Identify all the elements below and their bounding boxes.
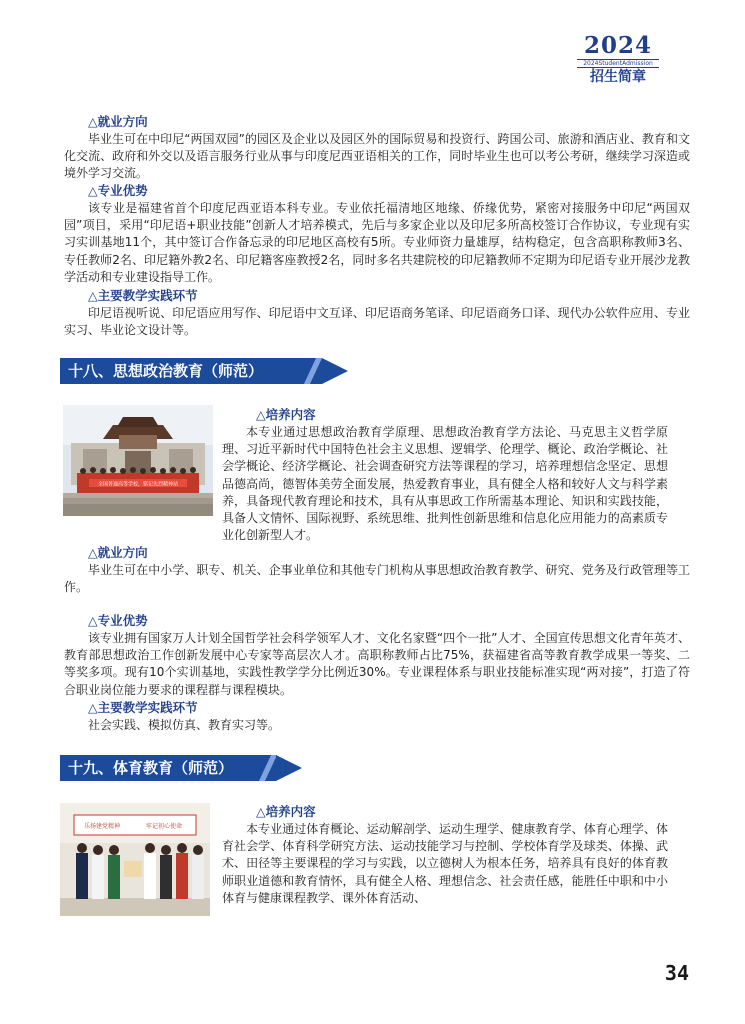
section18-training-text: 本专业通过思想政治教育学原理、思想政治教育学方法论、马克思主义哲学原理、习近平新时代中国特色社会主义思想、逻辑学、伦理学、概论、政治学概论、社会学概论、经济学概论、社会调查研究方法等课程的学习，培养理想信念坚定、思想品德高尚，德智体美劳全面发展，热爱教育事业，具有健全人格和较好人文与科学素养，具备现代教育理论和技术，具有从事思政工作所需基本理论、知识和实践技能，具备人文情怀、国际视野、系统思维、批判性创新思维和信息化应用能力的高素质专业化创新型人才。 [222,425,668,543]
section18-practice-heading: △主要教学实践环节 [88,700,198,715]
section18-advantage-text: 该专业拥有国家万人计划全国哲学社会科学领军人才、文化名家暨“四个一批”人才、全国宣传思想文化青年英才、教育部思想政治工作创新发展中心专家等高层次人才。高职称教师占比75%，获福建省高等教育教学成果一等奖、二等奖多项。现有10个实训基地，实践性教学学分比例近30%。专业课程体系与职业技能标准实现“两对接”，打造了符合职业岗位能力要求的课程群与课程模块。 [64,631,690,697]
section19-training-text: 本专业通过体育概论、运动解剖学、运动生理学、健康教育学、体育心理学、体育社会学、体育科学研究方法、运动技能学习与控制、学校体育学及球类、体操、武术、田径等主要课程的学习与实践，以立德树人为根本任务，培养具有良好的体育教师职业道德和教育情怀，具有健全人格、理想信念、社会责任感，能胜任中职和中小体育与健康课程教学、课外体育活动、 [222,822,668,905]
header-title: 招生简章 [590,69,646,85]
section-banner-19 [60,755,348,781]
page-number: 34 [664,961,689,985]
practice-heading: △主要教学实践环节 [88,288,198,303]
section-title-18: 十八、思想政治教育（师范） [68,362,264,380]
section19-training-heading: △培养内容 [256,804,316,819]
brochure-header [573,34,663,86]
section18-photo [63,405,213,516]
section18-advantage-heading: △专业优势 [88,613,148,628]
career-text: 毕业生可在中印尼“两国双园”的园区及企业以及园区外的国际贸易和投资行、跨国公司、旅游和酒店业、教育和文化交流、政府和外交以及语言服务行业从事与印度尼西亚语相关的工作，同时毕业生也可以考公考研，继续学习深造或境外学习交流。 [64,132,690,181]
advantage-heading: △专业优势 [88,183,148,198]
section-title-19: 十九、体育教育（师范） [68,759,234,777]
advantage-text: 该专业是福建省首个印度尼西亚语本科专业。专业依托福清地区地缘、侨缘优势，紧密对接服务中印尼“两国双园”项目，采用“印尼语+职业技能”创新人才培养模式，先后与多家企业以及印尼多所高校签订合作协议，专业现有实习实训基地11个，其中签订合作备忘录的印尼地区高校有5所。专业师资力量雄厚，结构稳定，包含高职称教师3名、专任教师2名、印尼籍外教2名、印尼籍客座教授2名，同时多名共建院校的印尼籍教师不定期为印尼语专业开展沙龙教学活动和专业建设指导工作。 [64,201,690,284]
header-subtitle: 2024StudentAdmission [577,59,659,68]
career-heading: △就业方向 [88,114,148,129]
practice-text: 印尼语视听说、印尼语应用写作、印尼语中文互译、印尼语商务笔译、印尼语商务口译、现代办公软件应用、专业实习、毕业论文设计等。 [64,306,690,338]
header-year: 2024 [583,32,652,59]
section19-photo [60,803,210,916]
photo-wall-text-2: 牢记初心使命 [145,823,183,830]
photo-banner-text: 全国普通高等学校，铭记先烈精神站 [97,481,179,488]
section18-practice-text: 社会实践、模拟仿真、教育实习等。 [88,718,281,732]
section-banner-18 [60,358,348,384]
section18-career-text: 毕业生可在中小学、职专、机关、企事业单位和其他专门机构从事思想政治教育教学、研究、党务及行政管理等工作。 [64,563,690,595]
photo-wall-text-1: 乐扬建党精神 [83,823,121,830]
section18-training-heading: △培养内容 [256,407,316,422]
section18-career-heading: △就业方向 [88,545,148,560]
